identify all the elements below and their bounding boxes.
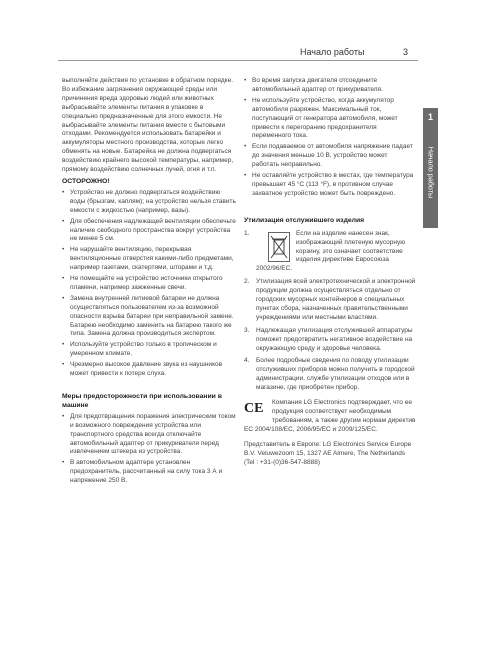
header-title: Начало работы (300, 47, 365, 57)
chapter-label: Начало работы (426, 146, 436, 199)
list-item: • Не оставляйте устройство в местах, где температура превышает 45 °C (113 °F), в противном случае захватное устройство может быть повреждено. (244, 172, 416, 199)
list-item: • Используйте устройство только в тропическом и умеренном климате. (62, 341, 236, 359)
list-item: • Замена внутренней литиевой батареи не должна осуществляться пользователем из-за возможной опасности взрыва батареи при неправильной замене. Батарею необходимо заменить на батарею такого же типа. Замена должна производиться экспертом. (62, 295, 236, 340)
car-list (62, 413, 236, 486)
chapter-tab (423, 108, 438, 228)
disposal-text: Утилизация всей электротехнической и электронной продукции должна осуществляться отдельно от городских мусорных контейнеров в специальных пунктах сбора, назначенных правительственными учреждениями или местными властями. (256, 278, 416, 321)
list-number: 1. (244, 229, 250, 237)
chapter-number: 1 (427, 112, 433, 122)
page-number: 3 (403, 47, 409, 57)
car-list-continued (244, 77, 416, 199)
list-item: • Чрезмерно высокое давление звука из наушников может привести к потере слуха. (62, 361, 236, 379)
ce-text: Компания LG Electronics подтверждает, что ее продукция соответствует необходимым требованиям, а также другим нормам директив EC 2004/108/EC, 2006/95/EC и 2009/125/EC. (244, 399, 416, 433)
left-column (62, 77, 236, 486)
disposal-text: Надлежащая утилизация отслужившей аппаратуры поможет предотвратить негативное воздействие на окружающую среду и здоровье человека. (256, 326, 413, 352)
list-item: • Для предотвращения поражения электрическим током и возможного повреждения устройства или транспортного средства всегда отключайте автомобильный адаптер от прикуривателя перед извлечением штекера из устройства. (62, 413, 236, 458)
ce-mark-icon: CE (244, 401, 264, 417)
disposal-heading: Утилизация отслужившего изделия (244, 216, 365, 224)
list-number: 3. (244, 326, 250, 334)
list-item: • Не помещайте на устройство источники открытого пламени, например зажженные свечи. (62, 275, 236, 293)
right-column (244, 77, 416, 467)
list-item: • Не нарушайте вентиляцию, перекрывая вентиляционные отверстия какими-либо предметами, например газетами, скатертями, шторами и т.д. (62, 246, 236, 273)
crossed-out-bin-icon (268, 232, 290, 262)
ce-block (244, 399, 416, 435)
list-item: • Если подаваемое от автомобиля напряжение падает до значения меньше 10 В, устройство может работать неправильно. (244, 143, 416, 170)
list-item (244, 327, 416, 354)
list-item: • В автомобильном адаптере установлен предохранитель, рассчитанный на силу тока 3 А и напряжение 250 В. (62, 459, 236, 486)
disposal-text: Если на изделие нанесен знак, изображающий плетеную мусорную корзину, это означает соответствие изделия директиве Евросоюза 2002/96/EC. (256, 229, 406, 273)
list-item (244, 278, 416, 323)
list-item (244, 357, 416, 393)
list-item: • Во время запуска двигателя отсоедините автомобильный адаптер от прикуривателя. (244, 77, 416, 95)
caution-list (62, 189, 236, 379)
list-item: • Не используйте устройство, когда аккумулятор автомобиля разряжен. Максимальный ток, поступающий от генератора автомобиля, может привести к перегоранию предохранителя переменного тока. (244, 97, 416, 142)
list-number: 4. (244, 357, 250, 365)
disposal-list (244, 230, 416, 393)
disposal-text: Более подробные сведения по поводу утилизации отслуживших приборов можно получить в городской администрации, службе утилизации отходов или в магазине, где приобретен прибор. (256, 357, 415, 392)
list-item (244, 230, 416, 275)
caution-heading: ОСТОРОЖНО! (62, 177, 110, 185)
intro-paragraph: выполняйте действия по установке в обратном порядке. Во избежание загрязнения окружающей среды или причинения вреда здоровью людей или животных выбрасывайте элементы питания в упаковке в специально предназначенные для этого емкости. Не выбрасывайте элементы питания вместе с бытовыми отходами. Рекомендуется использовать батарейки и аккумуляторы местного производства, которые легко обменять на новые. Батарейка не должна подвергаться воздействию крайнего высокой температуры, например, прямому воздействию солнечных лучей, огня и т.п. (62, 77, 234, 174)
list-item: • Для обеспечения надлежащей вентиляции обеспечьте наличие свободного пространства вокруг устройства не менее 5 см. (62, 218, 236, 245)
list-item: • Устройство не должно подвергаться воздействию воды (брызгам, каплям); на устройство нельзя ставить емкости с жидкостью (например, вазы). (62, 189, 236, 216)
list-number: 2. (244, 278, 250, 286)
car-heading: Меры предосторожности при использовании в машине (62, 393, 222, 409)
header-rule (58, 60, 418, 61)
representative-text: Представитель в Европе: LG Electronics Service Europe B.V. Veluwezoom 15, 1327 AE Almere, The Netherlands (Tel : +31-(0)36-547-8888) (244, 440, 412, 466)
